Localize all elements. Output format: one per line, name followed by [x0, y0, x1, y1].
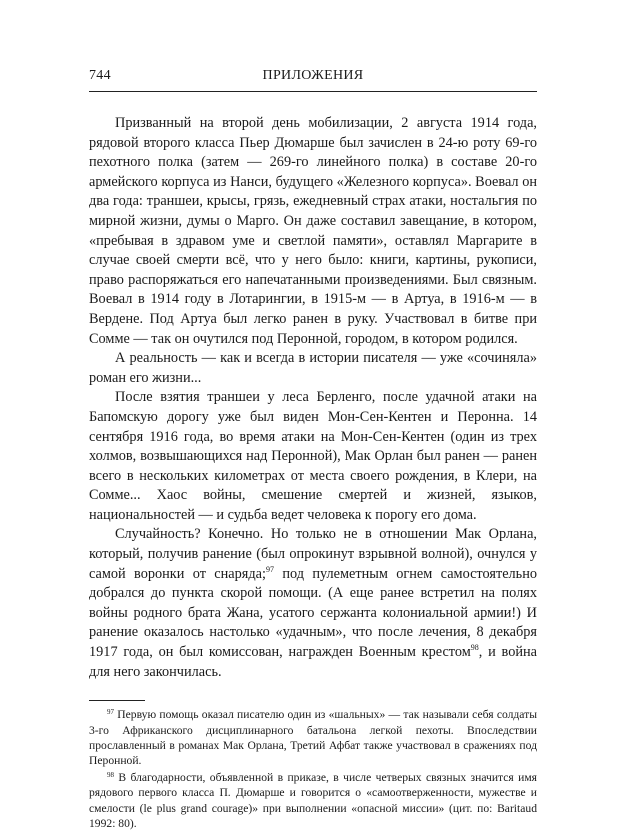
footnote-98: [89, 770, 537, 831]
page-number: 744: [89, 68, 111, 83]
footnote-97: [89, 707, 537, 769]
footnotes: [89, 707, 537, 831]
footnote-text: Первую помощь оказал писателю один из «шальных» — так называли себя солдаты 3-го Африканского дисциплинарного батальона легкой пехоты. Впоследствии прославленный в романах Мак Орлана, Третий Афбат также участвовал в сражениях под Перонной.: [89, 708, 537, 768]
footnote-ref-97[interactable]: 97: [265, 564, 274, 574]
paragraph-mobilization: Призванный на второй день мобилизации, 2 августа 1914 года, рядовой второго класса Пьер Дюмарше был зачислен в 24-ю роту 69-го пехотного полка (затем — 269-го линейного полка) в составе 20-го армейского корпуса из Нанси, будущего «Железного корпуса». Воевал он два года: траншеи, крысы, грязь, ежедневный страх атаки, ностальгия по мирной жизни, думы о Марго. Он даже составил завещание, в котором, «пребывая в здравом уме и светлой памяти», оставлял Маргарите в случае своей смерти всё, что у него было: книги, картины, рукописи, право распоряжаться его напечатанными произведениями. Был связным. Воевал в 1914 году в Лотарингии, в 1915-м — в Артуа, в 1916-м — в Вердене. Под Артуа был легко ранен в руку. Участвовал в битве при Сомме — так он очутился под Перонной, городом, в котором родился.: [89, 115, 537, 347]
paragraph-reality: А реальность — как и всегда в истории писателя — уже «сочиняла» роман его жизни...: [89, 350, 537, 386]
footnote-separator: [89, 700, 145, 701]
paragraph-wound: После взятия траншеи у леса Берленго, после удачной атаки на Бапомскую дорогу уже был виден Мон-Сен-Кентен и Перонна. 14 сентября 1916 года, во время атаки на Мон-Сен-Кентен (один из трех холмов, возвышающихся над Перонной), Мак Орлан был ранен — ранен всего в нескольких километрах от места своего рождения, в Клери, на Сомме... Хаос войны, смешение смертей и жизней, языков, национальностей — и судьба ведет человека к порогу его дома.: [89, 389, 537, 523]
main-text: [89, 114, 537, 682]
section-title: ПРИЛОЖЕНИЯ: [262, 68, 364, 83]
footnote-number: 98: [107, 770, 114, 779]
footnote-number: 97: [107, 708, 114, 717]
running-header: [89, 68, 537, 92]
footnote-ref-98[interactable]: 98: [470, 643, 479, 653]
paragraph-chance-part-a: Случайность? Конечно. Но только не в отношении Мак Орлана, который, получив ранение (был опрокинут взрывной волной), очнулся у самой воронки от снаряда;: [89, 526, 537, 582]
footnote-text: В благодарности, объявленной в приказе, в числе четверых связных значится имя рядового первого класса П. Дюмарше и говорится о «самоотверженности, мужестве и смелости (le plus grand courage)» при выполнении «опасной миссии» (цит. по: Baritaud 1992: 80).: [89, 770, 537, 831]
paragraph-chance-part-c: , и война для него закончилась.: [89, 644, 537, 680]
book-page: [89, 68, 537, 831]
paragraph-chance-part-b: под пулеметным огнем самостоятельно добрался до пункта скорой помощи. (А еще ранее встретил на полях войны родного брата Жана, усатого сержанта колониальной армии!) И ранение оказалось настолько «удачным», что после лечения, 8 декабря 1917 года, он был комиссован, награжден Военным крестом: [89, 565, 537, 661]
paragraph-chance: [89, 525, 537, 682]
